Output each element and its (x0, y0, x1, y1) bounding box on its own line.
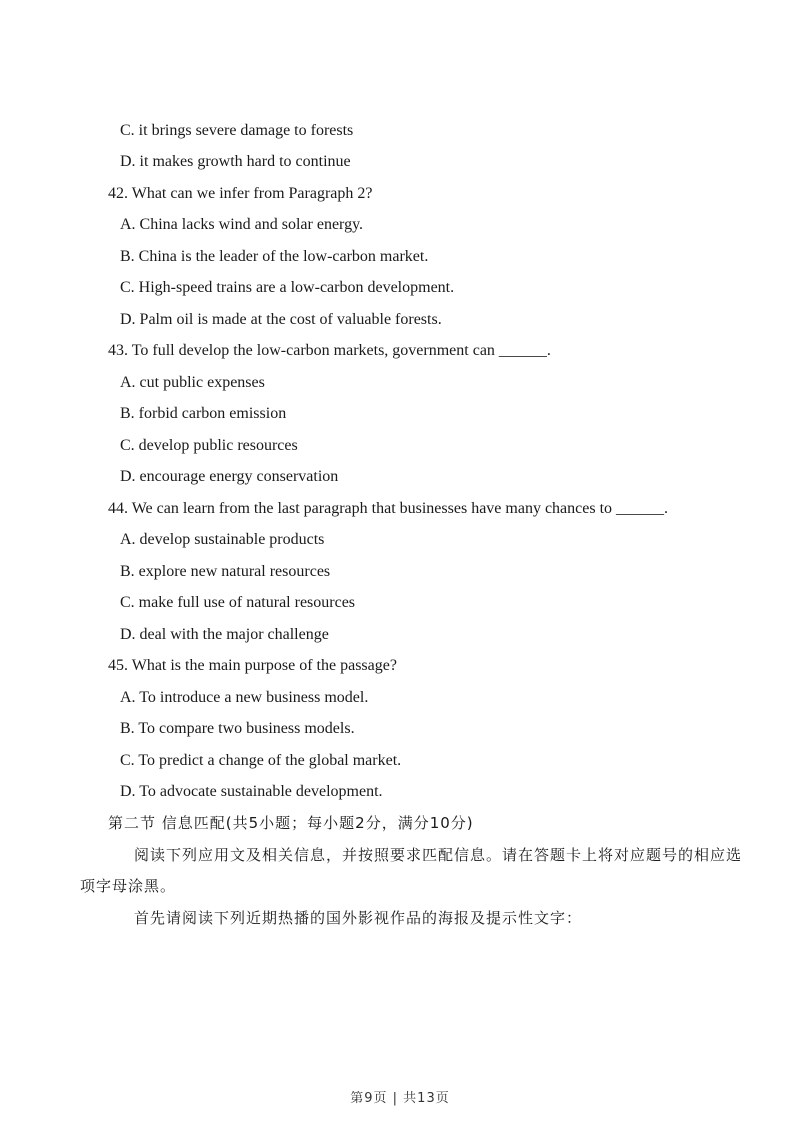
instruction-line-1: 阅读下列应用文及相关信息，并按照要求匹配信息。请在答题卡上将对应题号的相应选 (134, 846, 743, 864)
q45-option-a: A. To introduce a new business model. (120, 689, 369, 706)
q42-option-d: D. Palm oil is made at the cost of valuable forests. (120, 311, 442, 328)
q45-question: 45. What is the main purpose of the passage? (108, 657, 397, 674)
q44-option-b: B. explore new natural resources (120, 563, 331, 580)
q44-option-c: C. make full use of natural resources (120, 594, 356, 611)
section-heading: 第二节 信息匹配(共5小题；每小题2分，满分10分) (108, 814, 474, 832)
q45-option-d: D. To advocate sustainable development. (120, 783, 383, 800)
q45-option-b: B. To compare two business models. (120, 720, 355, 737)
q44-option-a: A. develop sustainable products (120, 531, 325, 548)
q42-option-a: A. China lacks wind and solar energy. (120, 216, 364, 233)
instruction-line-2: 项字母涂黑。 (80, 877, 177, 895)
q41-option-d: D. it makes growth hard to continue (120, 153, 351, 170)
q41-option-c: C. it brings severe damage to forests (120, 122, 354, 139)
q42-question: 42. What can we infer from Paragraph 2? (108, 185, 373, 202)
q43-question: 43. To full develop the low-carbon markets, government can ______. (108, 342, 551, 359)
q42-option-b: B. China is the leader of the low-carbon market. (120, 248, 429, 265)
lead-text: 首先请阅读下列近期热播的国外影视作品的海报及提示性文字： (134, 909, 583, 927)
q43-option-a: A. cut public expenses (120, 374, 265, 391)
q45-option-c: C. To predict a change of the global market. (120, 752, 402, 769)
q43-option-d: D. encourage energy conservation (120, 468, 339, 485)
q44-question: 44. We can learn from the last paragraph that businesses have many chances to ______. (108, 500, 669, 517)
q44-option-d: D. deal with the major challenge (120, 626, 329, 643)
q43-option-c: C. develop public resources (120, 437, 298, 454)
q43-option-b: B. forbid carbon emission (120, 405, 287, 422)
page-footer: 第9页 | 共13页 (350, 1091, 450, 1106)
q42-option-c: C. High-speed trains are a low-carbon development. (120, 279, 455, 296)
